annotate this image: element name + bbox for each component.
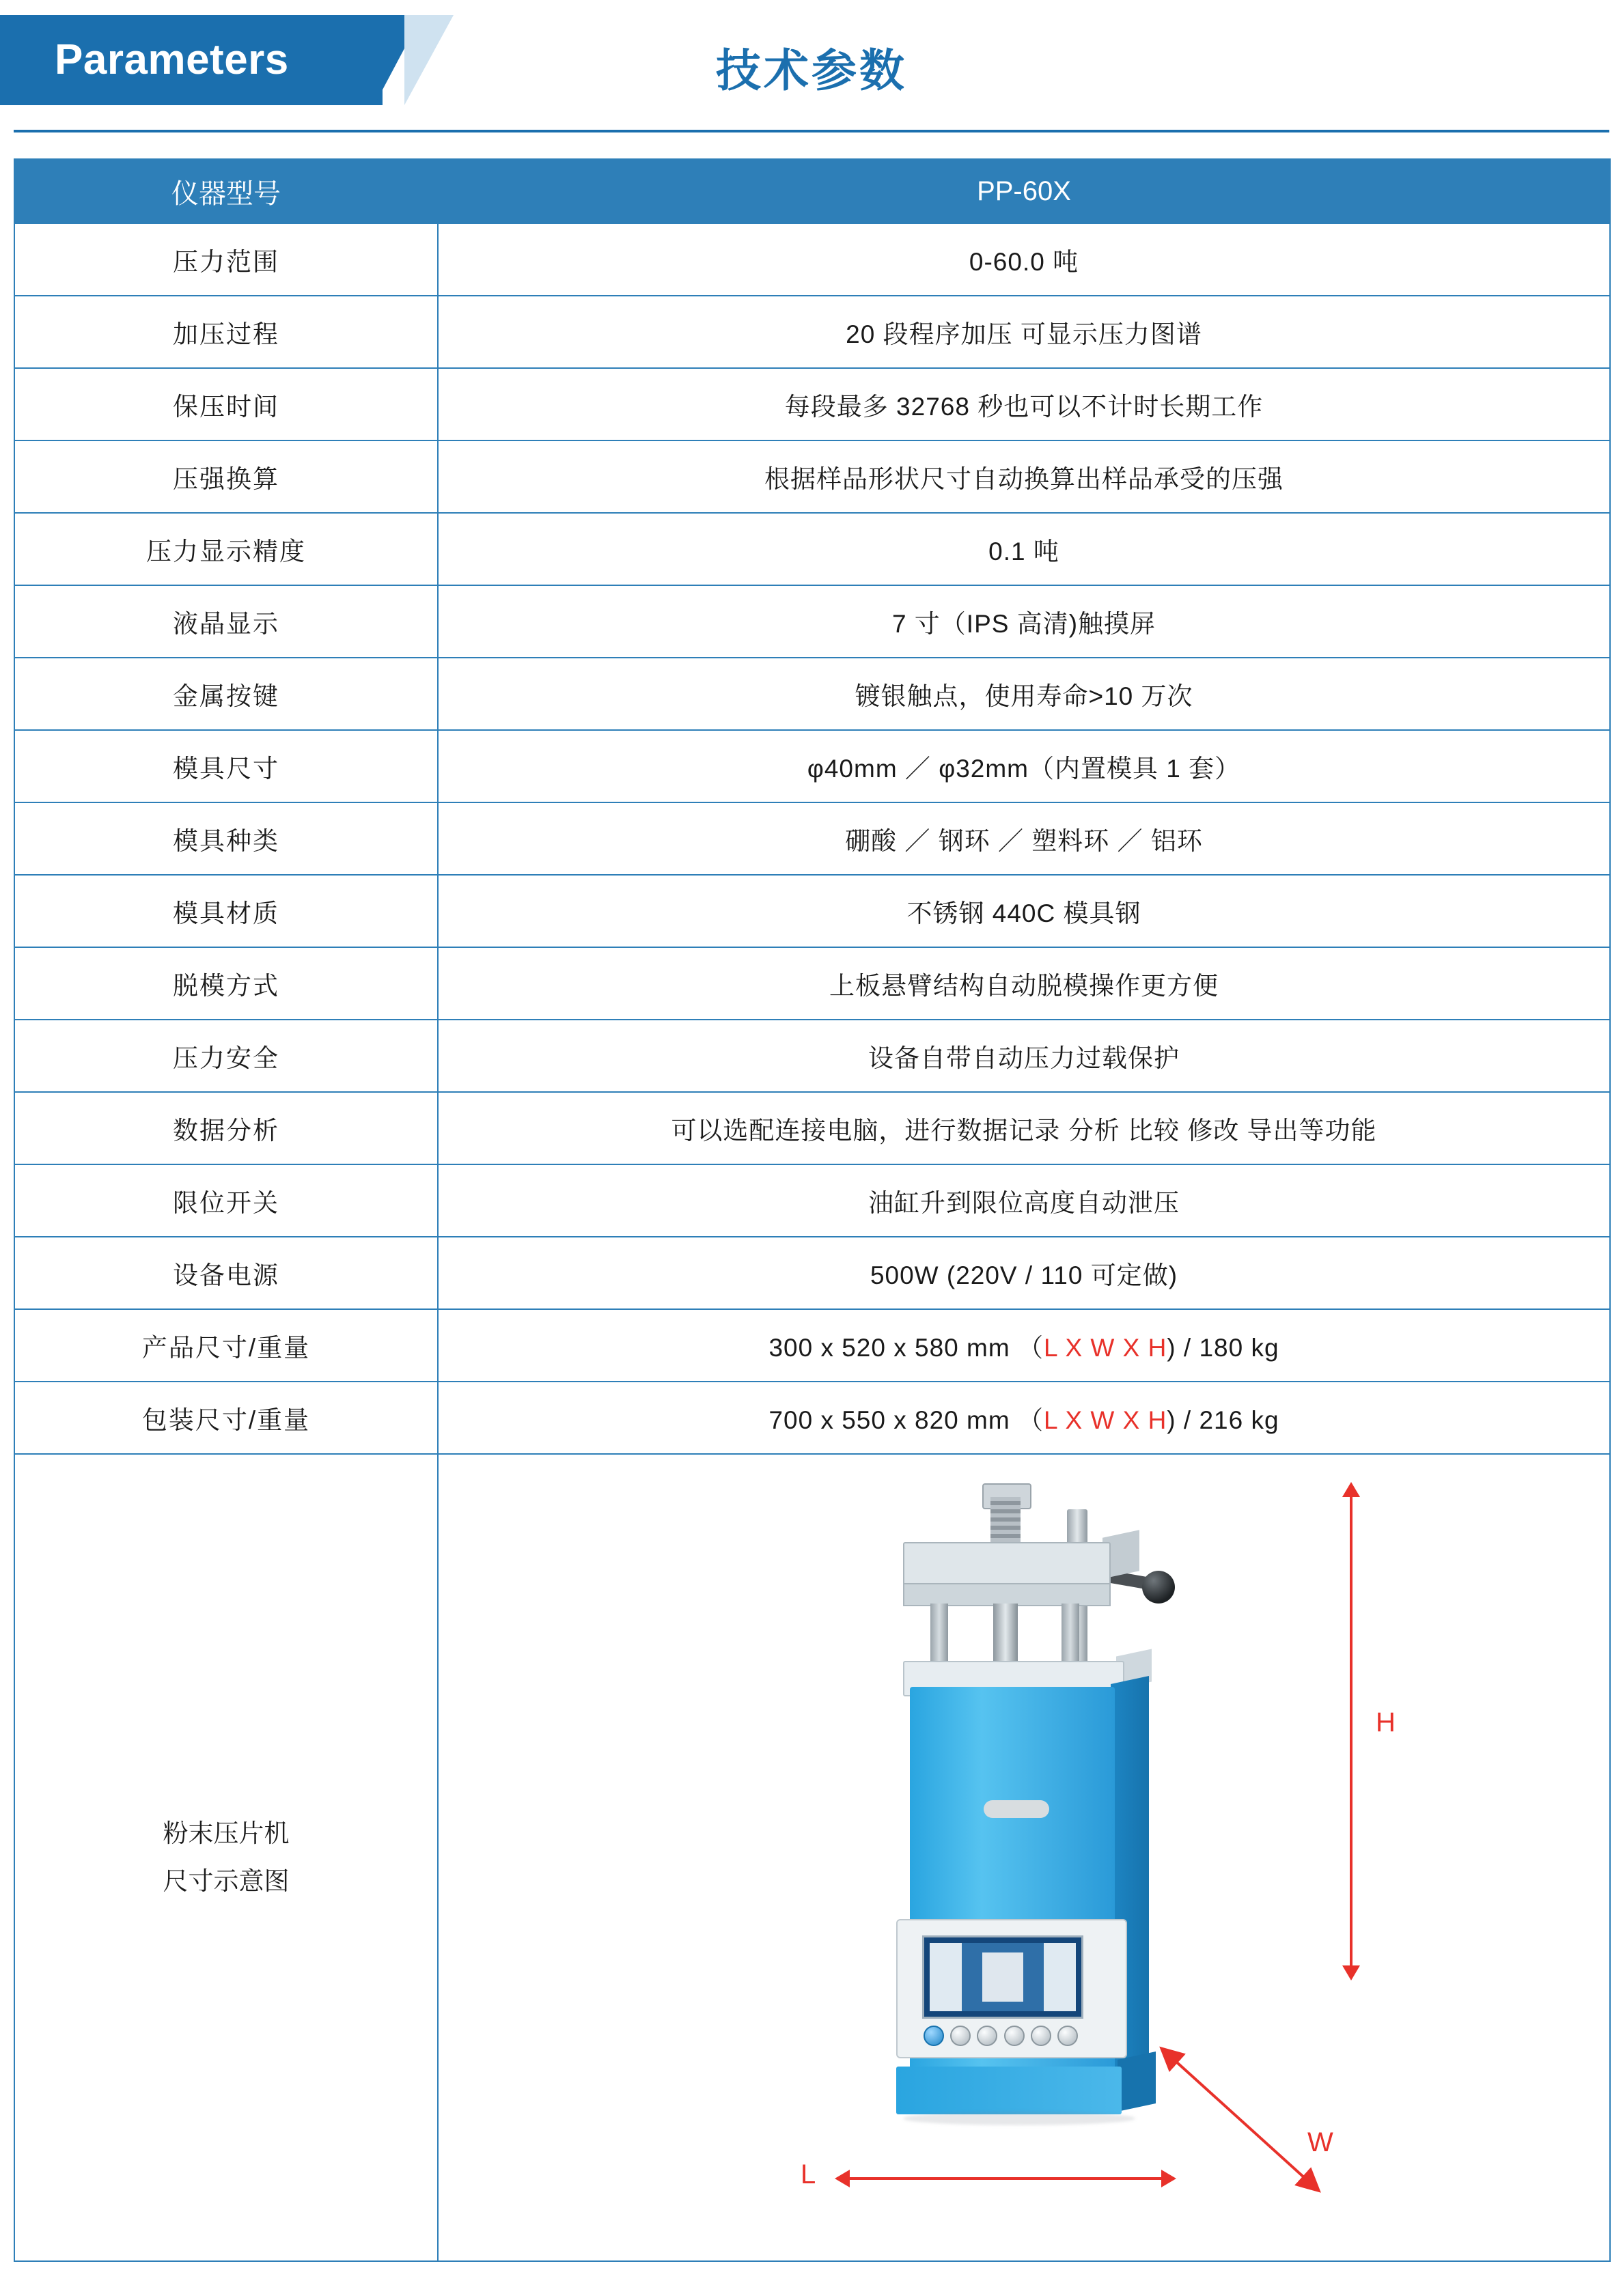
spec-table-body xyxy=(14,159,1610,2261)
row-label: 数据分析 xyxy=(14,1092,438,1164)
row-label: 加压过程 xyxy=(14,296,438,368)
keypad-button-part xyxy=(950,2026,971,2046)
diagram-label-line1: 粉末压片机 xyxy=(163,1819,290,1847)
row-label: 液晶显示 xyxy=(14,585,438,658)
table-row xyxy=(14,730,1610,802)
table-row xyxy=(14,585,1610,658)
row-label: 保压时间 xyxy=(14,368,438,440)
table-row xyxy=(14,1237,1610,1309)
table-row xyxy=(14,947,1610,1020)
header-cell-label: 仪器型号 xyxy=(14,159,438,223)
screw-part xyxy=(990,1497,1021,1545)
row-value: 镀银触点，使用寿命>10 万次 xyxy=(438,658,1610,730)
size-dim-legend: L X W X H xyxy=(1043,1406,1167,1434)
size-prefix: 300 x 520 x 580 mm （ xyxy=(768,1334,1044,1362)
parameters-label: Parameters xyxy=(55,36,289,83)
table-row xyxy=(14,658,1610,730)
diagram-label-line2: 尺寸示意图 xyxy=(163,1867,290,1895)
keypad-button-part xyxy=(1031,2026,1051,2046)
row-value-size xyxy=(438,1382,1610,1454)
dimension-arrow-height xyxy=(1350,1496,1352,1967)
table-row xyxy=(14,1092,1610,1164)
diagram-wrap xyxy=(439,1455,1609,2260)
size-suffix: ) / 180 kg xyxy=(1167,1334,1279,1362)
dimension-arrow-length xyxy=(848,2177,1163,2180)
drop-shadow xyxy=(903,2112,1135,2125)
row-value: 根据样品形状尺寸自动换算出样品承受的压强 xyxy=(438,440,1610,513)
keypad-button-part xyxy=(1057,2026,1078,2046)
row-value: 可以选配连接电脑，进行数据记录 分析 比较 修改 导出等功能 xyxy=(438,1092,1610,1164)
row-label: 包装尺寸/重量 xyxy=(14,1382,438,1454)
row-label: 脱模方式 xyxy=(14,947,438,1020)
row-label: 金属按键 xyxy=(14,658,438,730)
row-label: 压力范围 xyxy=(14,223,438,296)
diagram-row xyxy=(14,1454,1610,2261)
screen-ui-part xyxy=(930,1943,1076,2011)
row-value: φ40mm ／ φ32mm（内置模具 1 套） xyxy=(438,730,1610,802)
page-title: 技术参数 xyxy=(716,45,907,96)
table-row-size xyxy=(14,1382,1610,1454)
row-label: 限位开关 xyxy=(14,1164,438,1237)
row-value-size xyxy=(438,1309,1610,1382)
keypad-part xyxy=(924,2024,1078,2047)
lever-knob-part xyxy=(1142,1571,1175,1604)
table-row-size xyxy=(14,1309,1610,1382)
table-row xyxy=(14,440,1610,513)
table-row xyxy=(14,223,1610,296)
row-label: 产品尺寸/重量 xyxy=(14,1309,438,1382)
dimension-label-l: L xyxy=(801,2159,816,2189)
table-header-row xyxy=(14,159,1610,223)
header-cell-value: PP-60X xyxy=(438,159,1610,223)
row-value: 20 段程序加压 可显示压力图谱 xyxy=(438,296,1610,368)
row-label: 模具尺寸 xyxy=(14,730,438,802)
crossbeam-part xyxy=(903,1542,1111,1586)
diagram-illustration-cell xyxy=(438,1454,1610,2261)
screen-center-part xyxy=(982,1952,1023,2002)
row-value: 上板悬臂结构自动脱模操作更方便 xyxy=(438,947,1610,1020)
table-row xyxy=(14,368,1610,440)
spec-table xyxy=(14,158,1611,2262)
table-row xyxy=(14,513,1610,585)
door-handle-part xyxy=(984,1800,1049,1818)
keypad-button-part xyxy=(1004,2026,1025,2046)
dimension-label-w: W xyxy=(1307,2127,1333,2157)
table-row xyxy=(14,1020,1610,1092)
table-row xyxy=(14,296,1610,368)
row-value: 0.1 吨 xyxy=(438,513,1610,585)
header-divider xyxy=(14,130,1609,132)
crossbeam-lower-part xyxy=(903,1583,1111,1606)
row-label: 压力显示精度 xyxy=(14,513,438,585)
keypad-button-part xyxy=(977,2026,997,2046)
row-label: 模具种类 xyxy=(14,802,438,875)
size-prefix: 700 x 550 x 820 mm （ xyxy=(768,1406,1044,1434)
row-label: 模具材质 xyxy=(14,875,438,947)
touchscreen-part xyxy=(922,1935,1083,2019)
power-button-part xyxy=(924,2026,944,2046)
row-value: 油缸升到限位高度自动泄压 xyxy=(438,1164,1610,1237)
row-value: 不锈钢 440C 模具钢 xyxy=(438,875,1610,947)
base-part xyxy=(896,2067,1122,2114)
dimension-label-h: H xyxy=(1376,1707,1396,1737)
row-value: 设备自带自动压力过载保护 xyxy=(438,1020,1610,1092)
size-suffix: ) / 216 kg xyxy=(1167,1406,1279,1434)
row-value: 0-60.0 吨 xyxy=(438,223,1610,296)
row-value: 硼酸 ／ 钢环 ／ 塑料环 ／ 铝环 xyxy=(438,802,1610,875)
row-label: 设备电源 xyxy=(14,1237,438,1309)
pillar-left-part xyxy=(930,1604,948,1669)
table-row xyxy=(14,1164,1610,1237)
pillar-right-part xyxy=(1062,1604,1079,1669)
diagram-row-label xyxy=(14,1454,438,2261)
page-header xyxy=(0,0,1623,143)
row-value: 7 寸（IPS 高清)触摸屏 xyxy=(438,585,1610,658)
size-dim-legend: L X W X H xyxy=(1043,1334,1167,1362)
table-row xyxy=(14,875,1610,947)
row-value: 500W (220V / 110 可定做) xyxy=(438,1237,1610,1309)
row-label: 压强换算 xyxy=(14,440,438,513)
row-label: 压力安全 xyxy=(14,1020,438,1092)
row-value: 每段最多 32768 秒也可以不计时长期工作 xyxy=(438,368,1610,440)
table-row xyxy=(14,802,1610,875)
